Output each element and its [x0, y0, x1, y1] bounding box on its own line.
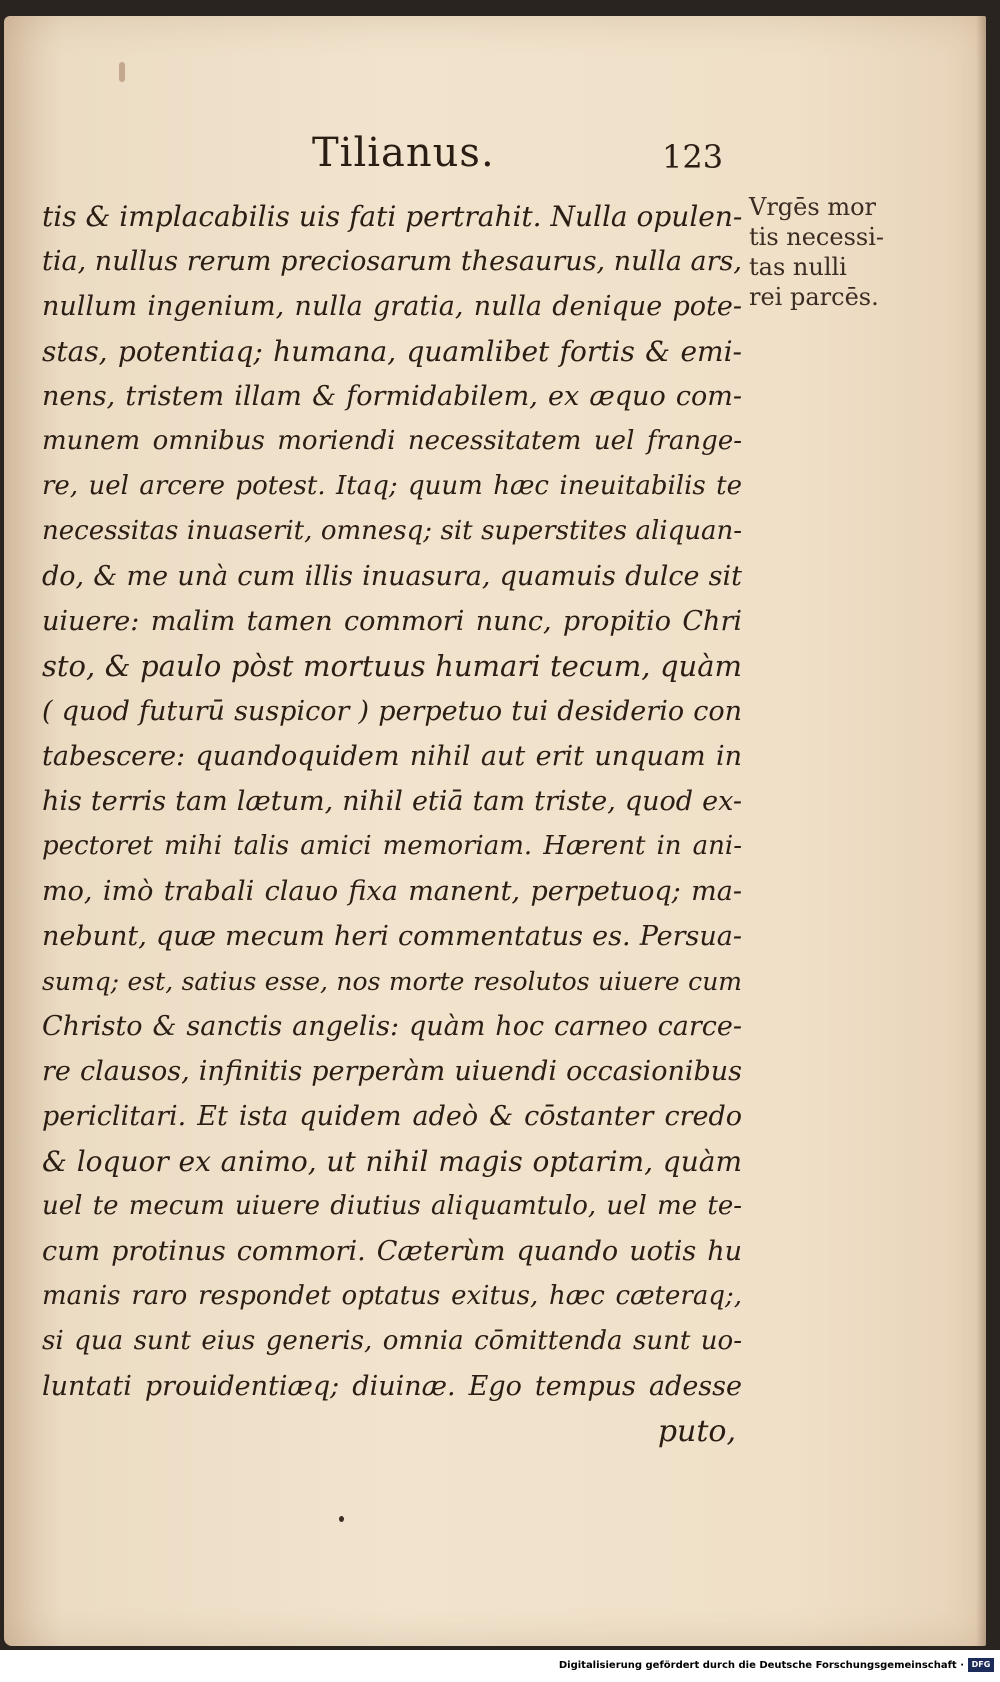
text-line: pectoret mihi talis amici memoriam. Hærent in ani-: [42, 831, 742, 861]
text-line: tia, nullus rerum preciosarum thesaurus, nulla ars,: [42, 246, 742, 277]
text-line: manis raro respondet optatus exitus, hæc cæteraq;,: [42, 1281, 742, 1311]
text-line: nens, tristem illam & formidabilem, ex æquo com-: [42, 381, 742, 412]
margin-note: [749, 192, 909, 312]
text-line: sumq; est, satius esse, nos morte resolutos uiuere cum: [42, 967, 742, 996]
dfg-logo: DFG: [968, 1658, 994, 1672]
text-line: & loquor ex animo, ut nihil magis optarim, quàm: [42, 1145, 742, 1178]
text-line: uel te mecum uiuere diutius aliquamtulo, uel me te-: [42, 1191, 742, 1221]
text-line: periclitari. Et ista quidem adeò & cōstanter credo: [42, 1101, 742, 1132]
text-line: cum protinus commori. Cæterùm quando uotis hu: [42, 1236, 742, 1267]
margin-note-line: rei parcēs.: [749, 283, 879, 311]
text-line: nebunt, quæ mecum heri commentatus es. Persua-: [42, 921, 742, 952]
text-line: luntati prouidentiæq; diuinæ. Ego tempus adesse: [42, 1371, 742, 1402]
text-line: his terris tam lætum, nihil etiā tam triste, quod ex-: [42, 786, 742, 817]
text-line: do, & me unà cum illis inuasura, quamuis dulce sit: [42, 561, 742, 592]
book-page: [4, 16, 986, 1646]
margin-note-line: Vrgēs mor: [749, 193, 876, 221]
page-number: 123: [662, 138, 724, 176]
text-line: tabescere: quandoquidem nihil aut erit unquam in: [42, 741, 742, 772]
text-line: stas, potentiaq; humana, quamlibet fortis & emi-: [42, 335, 742, 368]
text-line: tis & implacabilis uis fati pertrahit. Nulla opulen-: [42, 200, 743, 233]
text-line: ( quod futurū suspicor ) perpetuo tui desiderio con: [42, 696, 742, 727]
text-line: si qua sunt eius generis, omnia cōmittenda sunt uo-: [42, 1326, 742, 1356]
text-line: mo, imò trabali clauo fixa manent, perpetuoq; ma-: [42, 876, 742, 907]
text-line: nullum ingenium, nulla gratia, nulla denique pote-: [42, 291, 742, 322]
page-header: [44, 130, 744, 190]
digitization-note: Digitalisierung gefördert durch die Deutsche Forschungsgemeinschaft ·: [558, 1660, 964, 1671]
text-line: necessitas inuaserit, omnesq; sit superstites aliquan-: [42, 516, 742, 546]
text-line: Christo & sanctis angelis: quàm hoc carneo carce-: [42, 1011, 742, 1042]
text-line: munem omnibus moriendi necessitatem uel frange-: [42, 426, 742, 456]
page-stain: [119, 62, 125, 82]
ink-dot: [339, 1516, 344, 1522]
text-line: sto, & paulo pòst mortuus humari tecum, quàm: [42, 649, 742, 683]
running-head: Tilianus.: [312, 130, 495, 176]
margin-note-line: tas nulli: [749, 253, 847, 281]
page-edge-shadow: [976, 16, 986, 1646]
body-text: [42, 194, 742, 1454]
catchword: puto,: [657, 1414, 736, 1449]
text-line: uiuere: malim tamen commori nunc, propitio Chri: [42, 606, 742, 637]
text-line: re, uel arcere potest. Itaq; quum hæc ineuitabilis te: [42, 471, 742, 501]
margin-note-line: tis necessi-: [749, 223, 884, 251]
text-line: re clausos, infinitis perperàm uiuendi occasionibus: [42, 1056, 742, 1087]
